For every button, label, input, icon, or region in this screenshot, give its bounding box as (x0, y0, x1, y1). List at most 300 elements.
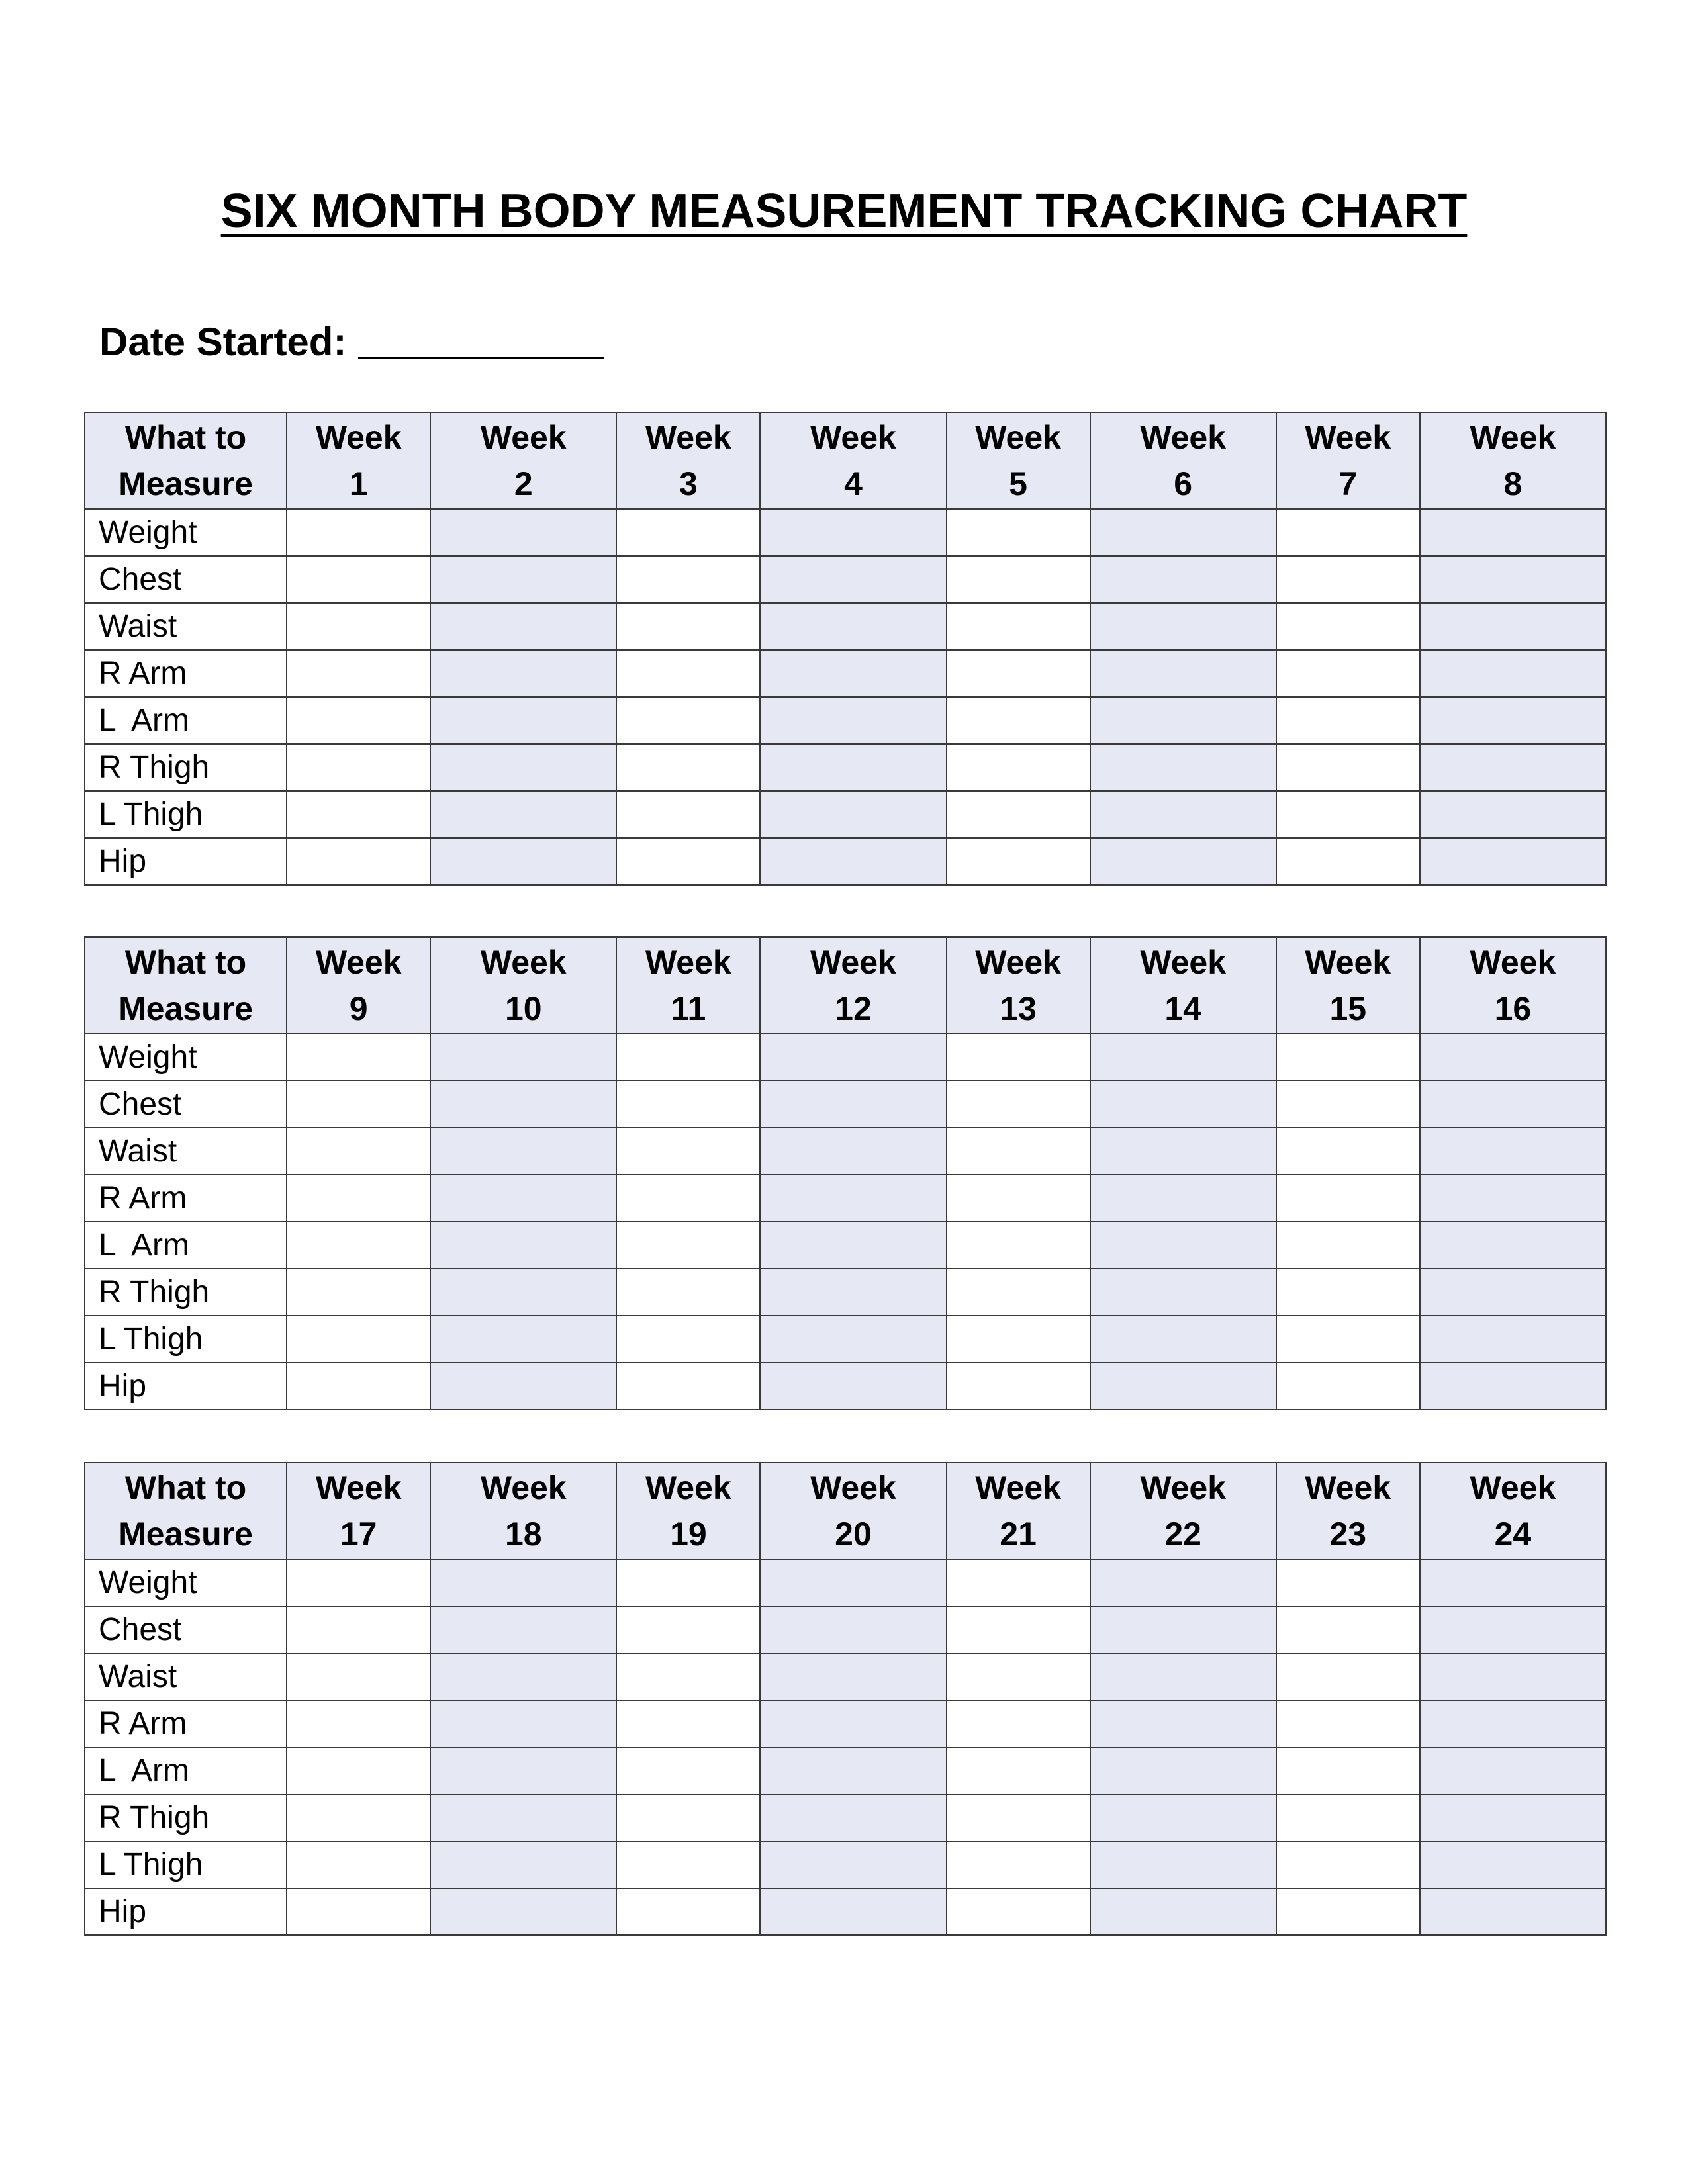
measurement-entry-cell[interactable] (616, 838, 760, 885)
measurement-entry-cell[interactable] (1276, 1034, 1420, 1081)
week-header-word: Week (975, 419, 1061, 456)
header-label-line: What to (124, 1469, 247, 1506)
measurement-entry-cell[interactable] (1420, 1222, 1606, 1269)
measurement-entry-cell[interactable] (616, 1653, 760, 1700)
week-header (1276, 1463, 1420, 1559)
measurement-entry-cell[interactable] (760, 509, 946, 556)
measurement-entry-cell[interactable] (760, 1794, 946, 1841)
measurement-entry-cell[interactable] (1420, 556, 1606, 603)
week-header-number: 8 (1503, 465, 1523, 502)
measurement-entry-cell[interactable] (1420, 1034, 1606, 1081)
week-header (1420, 937, 1606, 1034)
week-header-number: 6 (1174, 465, 1193, 502)
measurement-entry-cell[interactable] (1276, 697, 1420, 744)
table-row (85, 838, 1606, 885)
measurement-entry-cell[interactable] (1420, 1794, 1606, 1841)
measurement-entry-cell[interactable] (760, 556, 946, 603)
measurement-entry-cell[interactable] (616, 744, 760, 791)
measurement-entry-cell[interactable] (760, 1175, 946, 1222)
measurement-entry-cell[interactable] (616, 1316, 760, 1363)
measurement-entry-cell[interactable] (616, 1794, 760, 1841)
measurement-entry-cell[interactable] (287, 1841, 430, 1888)
measurement-entry-cell[interactable] (1090, 1128, 1276, 1175)
measurement-entry-cell[interactable] (616, 556, 760, 603)
measurement-entry-cell[interactable] (1090, 791, 1276, 838)
week-header-number: 10 (504, 990, 542, 1027)
measurement-entry-cell[interactable] (1090, 650, 1276, 697)
week-header (1276, 412, 1420, 509)
measurement-entry-cell[interactable] (760, 650, 946, 697)
table-row (85, 1841, 1606, 1888)
measurement-entry-cell[interactable] (430, 697, 616, 744)
measurement-label: L Thigh (85, 791, 287, 838)
measurement-entry-cell[interactable] (287, 1316, 430, 1363)
measurement-entry-cell[interactable] (287, 838, 430, 885)
measurement-entry-cell[interactable] (430, 1888, 616, 1935)
measurement-label: Weight (85, 1559, 287, 1606)
week-header-number: 7 (1338, 465, 1358, 502)
measurement-entry-cell[interactable] (1276, 1269, 1420, 1316)
measurement-entry-cell[interactable] (947, 1081, 1090, 1128)
measurement-entry-cell[interactable] (947, 1606, 1090, 1653)
measurement-entry-cell[interactable] (430, 556, 616, 603)
measurement-entry-cell[interactable] (1090, 1747, 1276, 1794)
header-label-line: What to (124, 419, 247, 456)
measurement-entry-cell[interactable] (1420, 1175, 1606, 1222)
measurement-entry-cell[interactable] (947, 744, 1090, 791)
measurement-label: Chest (85, 1081, 287, 1128)
week-header-word: Week (975, 944, 1061, 981)
measurement-entry-cell[interactable] (1090, 1700, 1276, 1747)
measurement-entry-cell[interactable] (430, 1794, 616, 1841)
measurement-entry-cell[interactable] (1276, 556, 1420, 603)
table-row (85, 1175, 1606, 1222)
measurement-entry-cell[interactable] (1276, 1081, 1420, 1128)
measurement-entry-cell[interactable] (947, 1175, 1090, 1222)
measurement-entry-cell[interactable] (430, 1363, 616, 1410)
measurement-entry-cell[interactable] (760, 1081, 946, 1128)
measurement-entry-cell[interactable] (430, 791, 616, 838)
week-header (1090, 937, 1276, 1034)
measurement-entry-cell[interactable] (760, 1363, 946, 1410)
measurement-entry-cell[interactable] (1276, 1888, 1420, 1935)
what-to-measure-header (85, 1463, 287, 1559)
measurement-entry-cell[interactable] (1420, 1081, 1606, 1128)
week-header (430, 937, 616, 1034)
measurement-entry-cell[interactable] (760, 1269, 946, 1316)
measurement-entry-cell[interactable] (1420, 1700, 1606, 1747)
measurement-entry-cell[interactable] (1090, 1081, 1276, 1128)
measurement-entry-cell[interactable] (1420, 1747, 1606, 1794)
measurement-entry-cell[interactable] (430, 1747, 616, 1794)
measurement-entry-cell[interactable] (430, 1222, 616, 1269)
measurement-entry-cell[interactable] (616, 1222, 760, 1269)
measurement-entry-cell[interactable] (1420, 650, 1606, 697)
week-header-word: Week (1140, 1469, 1227, 1506)
measurement-entry-cell[interactable] (760, 1888, 946, 1935)
measurement-entry-cell[interactable] (760, 1841, 946, 1888)
measurement-entry-cell[interactable] (760, 1034, 946, 1081)
measurement-entry-cell[interactable] (287, 1606, 430, 1653)
measurement-entry-cell[interactable] (1276, 603, 1420, 650)
measurement-entry-cell[interactable] (1420, 1316, 1606, 1363)
measurement-entry-cell[interactable] (760, 1653, 946, 1700)
measurement-entry-cell[interactable] (1090, 1363, 1276, 1410)
measurement-entry-cell[interactable] (287, 1794, 430, 1841)
measurement-entry-cell[interactable] (947, 603, 1090, 650)
measurement-entry-cell[interactable] (1090, 838, 1276, 885)
week-header-word: Week (1140, 419, 1227, 456)
measurement-entry-cell[interactable] (1090, 1316, 1276, 1363)
measurement-entry-cell[interactable] (947, 1653, 1090, 1700)
measurement-label: R Thigh (85, 744, 287, 791)
measurement-entry-cell[interactable] (287, 744, 430, 791)
measurement-entry-cell[interactable] (287, 1363, 430, 1410)
measurement-entry-cell[interactable] (430, 509, 616, 556)
measurement-entry-cell[interactable] (1420, 1841, 1606, 1888)
measurement-entry-cell[interactable] (616, 1559, 760, 1606)
week-header-number: 24 (1494, 1516, 1532, 1553)
measurement-entry-cell[interactable] (287, 1653, 430, 1700)
measurement-entry-cell[interactable] (1420, 744, 1606, 791)
table-row (85, 603, 1606, 650)
measurement-entry-cell[interactable] (1090, 556, 1276, 603)
measurement-entry-cell[interactable] (947, 1888, 1090, 1935)
measurement-entry-cell[interactable] (947, 697, 1090, 744)
header-label-line: Measure (118, 465, 253, 502)
measurement-entry-cell[interactable] (760, 603, 946, 650)
measurement-entry-cell[interactable] (1090, 1222, 1276, 1269)
measurement-label: L Thigh (85, 1841, 287, 1888)
measurement-entry-cell[interactable] (947, 1841, 1090, 1888)
measurement-entry-cell[interactable] (1420, 838, 1606, 885)
table-row (85, 1363, 1606, 1410)
measurement-label: R Thigh (85, 1269, 287, 1316)
measurement-entry-cell[interactable] (1090, 509, 1276, 556)
week-header-number: 16 (1494, 990, 1532, 1027)
measurement-entry-cell[interactable] (287, 697, 430, 744)
week-header-word: Week (480, 1469, 567, 1506)
measurement-entry-cell[interactable] (760, 1128, 946, 1175)
week-header-number: 4 (844, 465, 863, 502)
measurement-label: R Thigh (85, 1794, 287, 1841)
measurement-entry-cell[interactable] (430, 838, 616, 885)
measurement-entry-cell[interactable] (430, 603, 616, 650)
measurement-entry-cell[interactable] (616, 1128, 760, 1175)
measurement-entry-cell[interactable] (1276, 1128, 1420, 1175)
measurement-entry-cell[interactable] (430, 1175, 616, 1222)
measurement-entry-cell[interactable] (947, 1700, 1090, 1747)
what-to-measure-header (85, 937, 287, 1034)
measurement-entry-cell[interactable] (616, 1888, 760, 1935)
table-row (85, 1559, 1606, 1606)
measurement-entry-cell[interactable] (1420, 1269, 1606, 1316)
measurement-entry-cell[interactable] (430, 1034, 616, 1081)
measurement-entry-cell[interactable] (1276, 1747, 1420, 1794)
measurement-entry-cell[interactable] (947, 1128, 1090, 1175)
measurement-entry-cell[interactable] (287, 1222, 430, 1269)
table-header-row (85, 412, 1606, 509)
week-header-number: 18 (504, 1516, 542, 1553)
measurement-entry-cell[interactable] (287, 1888, 430, 1935)
week-header-word: Week (810, 419, 896, 456)
measurement-entry-cell[interactable] (760, 1222, 946, 1269)
measurement-entry-cell[interactable] (1090, 1794, 1276, 1841)
measurement-entry-cell[interactable] (430, 1128, 616, 1175)
measurement-entry-cell[interactable] (1276, 650, 1420, 697)
table-row (85, 1747, 1606, 1794)
week-header (616, 412, 760, 509)
week-header-number: 1 (349, 465, 368, 502)
measurement-entry-cell[interactable] (1090, 1175, 1276, 1222)
measurement-entry-cell[interactable] (287, 1081, 430, 1128)
measurement-entry-cell[interactable] (430, 1081, 616, 1128)
week-header-number: 22 (1164, 1516, 1201, 1553)
measurement-entry-cell[interactable] (1276, 1316, 1420, 1363)
measurement-entry-cell[interactable] (430, 650, 616, 697)
measurement-entry-cell[interactable] (616, 1841, 760, 1888)
measurement-entry-cell[interactable] (947, 1363, 1090, 1410)
measurement-entry-cell[interactable] (430, 1841, 616, 1888)
measurement-entry-cell[interactable] (1090, 1034, 1276, 1081)
measurement-entry-cell[interactable] (287, 1269, 430, 1316)
measurement-entry-cell[interactable] (287, 1559, 430, 1606)
measurement-entry-cell[interactable] (616, 650, 760, 697)
week-header-number: 9 (349, 990, 368, 1027)
measurement-entry-cell[interactable] (760, 1700, 946, 1747)
measurement-entry-cell[interactable] (1090, 1888, 1276, 1935)
measurement-entry-cell[interactable] (287, 650, 430, 697)
measurement-entry-cell[interactable] (430, 744, 616, 791)
measurement-entry-cell[interactable] (1276, 1175, 1420, 1222)
measurement-entry-cell[interactable] (616, 697, 760, 744)
date-started (99, 319, 604, 365)
measurement-entry-cell[interactable] (616, 603, 760, 650)
week-header-word: Week (1470, 419, 1556, 456)
week-header-number: 19 (670, 1516, 707, 1553)
measurement-entry-cell[interactable] (1090, 1559, 1276, 1606)
measurement-entry-cell[interactable] (760, 1747, 946, 1794)
measurement-entry-cell[interactable] (1420, 509, 1606, 556)
measurement-entry-cell[interactable] (760, 1559, 946, 1606)
table-row (85, 556, 1606, 603)
week-header-word: Week (810, 1469, 896, 1506)
week-header-word: Week (1305, 944, 1391, 981)
week-header (430, 412, 616, 509)
measurement-entry-cell[interactable] (1090, 1653, 1276, 1700)
week-header-number: 3 (679, 465, 698, 502)
measurement-entry-cell[interactable] (947, 1559, 1090, 1606)
week-header (616, 937, 760, 1034)
measurement-entry-cell[interactable] (1420, 1128, 1606, 1175)
measurement-label: Hip (85, 838, 287, 885)
week-header-number: 14 (1164, 990, 1201, 1027)
measurement-entry-cell[interactable] (947, 1316, 1090, 1363)
measurement-entry-cell[interactable] (947, 1222, 1090, 1269)
week-header-word: Week (810, 944, 896, 981)
measurement-label: R Arm (85, 650, 287, 697)
measurement-entry-cell[interactable] (760, 791, 946, 838)
measurement-entry-cell[interactable] (287, 1700, 430, 1747)
week-header (947, 1463, 1090, 1559)
week-header (1090, 412, 1276, 509)
measurement-entry-cell[interactable] (760, 838, 946, 885)
measurement-entry-cell[interactable] (430, 1316, 616, 1363)
measurement-entry-cell[interactable] (947, 1269, 1090, 1316)
measurement-label: L Arm (85, 1222, 287, 1269)
measurement-entry-cell[interactable] (760, 744, 946, 791)
week-header-word: Week (1470, 1469, 1556, 1506)
measurement-entry-cell[interactable] (1276, 1841, 1420, 1888)
measurement-entry-cell[interactable] (287, 1034, 430, 1081)
measurement-entry-cell[interactable] (1090, 1606, 1276, 1653)
week-header (760, 1463, 946, 1559)
measurement-entry-cell[interactable] (287, 556, 430, 603)
table-row (85, 791, 1606, 838)
week-header-number: 21 (1000, 1516, 1037, 1553)
measurement-entry-cell[interactable] (287, 603, 430, 650)
week-header-number: 2 (514, 465, 533, 502)
measurement-entry-cell[interactable] (1276, 1606, 1420, 1653)
measurement-label: L Arm (85, 697, 287, 744)
week-header (1420, 412, 1606, 509)
measurement-label: Waist (85, 1653, 287, 1700)
week-header-number: 11 (671, 990, 706, 1027)
measurement-entry-cell[interactable] (287, 1128, 430, 1175)
measurement-entry-cell[interactable] (287, 1747, 430, 1794)
week-header (287, 937, 430, 1034)
header-label-line: What to (124, 944, 247, 981)
measurement-entry-cell[interactable] (947, 650, 1090, 697)
measurement-entry-cell[interactable] (616, 509, 760, 556)
week-header-word: Week (315, 944, 402, 981)
measurement-entry-cell[interactable] (430, 1606, 616, 1653)
measurement-entry-cell[interactable] (1276, 1559, 1420, 1606)
measurement-entry-cell[interactable] (1276, 1222, 1420, 1269)
measurement-entry-cell[interactable] (947, 1034, 1090, 1081)
week-header (616, 1463, 760, 1559)
table-row (85, 509, 1606, 556)
measurement-entry-cell[interactable] (616, 1081, 760, 1128)
table-row (85, 1034, 1606, 1081)
measurement-entry-cell[interactable] (1420, 603, 1606, 650)
measurement-entry-cell[interactable] (1090, 697, 1276, 744)
measurement-entry-cell[interactable] (616, 1606, 760, 1653)
measurement-entry-cell[interactable] (430, 1700, 616, 1747)
measurement-label: Hip (85, 1888, 287, 1935)
measurement-label: Hip (85, 1363, 287, 1410)
measurement-label: Waist (85, 603, 287, 650)
measurement-entry-cell[interactable] (947, 838, 1090, 885)
measurement-entry-cell[interactable] (616, 791, 760, 838)
table-row (85, 1700, 1606, 1747)
measurement-entry-cell[interactable] (1090, 603, 1276, 650)
date-started-blank-line[interactable] (358, 357, 604, 359)
measurement-entry-cell[interactable] (947, 556, 1090, 603)
week-header-word: Week (645, 944, 731, 981)
week-header (947, 937, 1090, 1034)
measurement-table-1 (84, 412, 1607, 886)
measurement-entry-cell[interactable] (1276, 1653, 1420, 1700)
measurement-entry-cell[interactable] (287, 791, 430, 838)
measurement-entry-cell[interactable] (1090, 744, 1276, 791)
measurement-entry-cell[interactable] (1276, 838, 1420, 885)
header-label-line: Measure (118, 1516, 253, 1553)
week-header-word: Week (315, 419, 402, 456)
measurement-entry-cell[interactable] (760, 1316, 946, 1363)
week-header-number: 17 (340, 1516, 377, 1553)
table-row (85, 1794, 1606, 1841)
measurement-entry-cell[interactable] (1090, 1269, 1276, 1316)
measurement-entry-cell[interactable] (947, 1794, 1090, 1841)
measurement-entry-cell[interactable] (616, 1034, 760, 1081)
table-row (85, 650, 1606, 697)
measurement-entry-cell[interactable] (1276, 1363, 1420, 1410)
week-header (1090, 1463, 1276, 1559)
week-header-word: Week (645, 1469, 731, 1506)
week-header (287, 412, 430, 509)
measurement-entry-cell[interactable] (616, 1269, 760, 1316)
week-header (760, 412, 946, 509)
measurement-entry-cell[interactable] (616, 1175, 760, 1222)
measurement-entry-cell[interactable] (1420, 1606, 1606, 1653)
measurement-entry-cell[interactable] (1276, 744, 1420, 791)
table-row (85, 1081, 1606, 1128)
measurement-entry-cell[interactable] (430, 1559, 616, 1606)
measurement-entry-cell[interactable] (947, 1747, 1090, 1794)
week-header-number: 13 (1000, 990, 1037, 1027)
table-row (85, 744, 1606, 791)
week-header-number: 20 (835, 1516, 872, 1553)
week-header-word: Week (1470, 944, 1556, 981)
week-header-word: Week (1305, 1469, 1391, 1506)
measurement-entry-cell[interactable] (760, 697, 946, 744)
measurement-entry-cell[interactable] (1090, 1841, 1276, 1888)
measurement-entry-cell[interactable] (1276, 509, 1420, 556)
measurement-label: Weight (85, 509, 287, 556)
measurement-label: Waist (85, 1128, 287, 1175)
measurement-entry-cell[interactable] (1420, 1653, 1606, 1700)
measurement-entry-cell[interactable] (1420, 1888, 1606, 1935)
measurement-entry-cell[interactable] (616, 1747, 760, 1794)
measurement-entry-cell[interactable] (430, 1269, 616, 1316)
measurement-entry-cell[interactable] (616, 1700, 760, 1747)
measurement-entry-cell[interactable] (947, 791, 1090, 838)
measurement-entry-cell[interactable] (1276, 1700, 1420, 1747)
measurement-entry-cell[interactable] (1420, 697, 1606, 744)
measurement-entry-cell[interactable] (287, 509, 430, 556)
measurement-entry-cell[interactable] (760, 1606, 946, 1653)
table-row (85, 1606, 1606, 1653)
measurement-entry-cell[interactable] (287, 1175, 430, 1222)
measurement-entry-cell[interactable] (1420, 791, 1606, 838)
measurement-entry-cell[interactable] (616, 1363, 760, 1410)
measurement-entry-cell[interactable] (1276, 791, 1420, 838)
measurement-table-2 (84, 936, 1607, 1410)
week-header-word: Week (315, 1469, 402, 1506)
measurement-entry-cell[interactable] (430, 1653, 616, 1700)
week-header-number: 15 (1329, 990, 1367, 1027)
date-started-label: Date Started: (99, 320, 347, 364)
measurement-entry-cell[interactable] (1420, 1363, 1606, 1410)
week-header-number: 12 (835, 990, 872, 1027)
week-header (430, 1463, 616, 1559)
week-header-word: Week (1305, 419, 1391, 456)
measurement-entry-cell[interactable] (1420, 1559, 1606, 1606)
measurement-entry-cell[interactable] (947, 509, 1090, 556)
measurement-entry-cell[interactable] (1276, 1794, 1420, 1841)
table-header-row (85, 937, 1606, 1034)
